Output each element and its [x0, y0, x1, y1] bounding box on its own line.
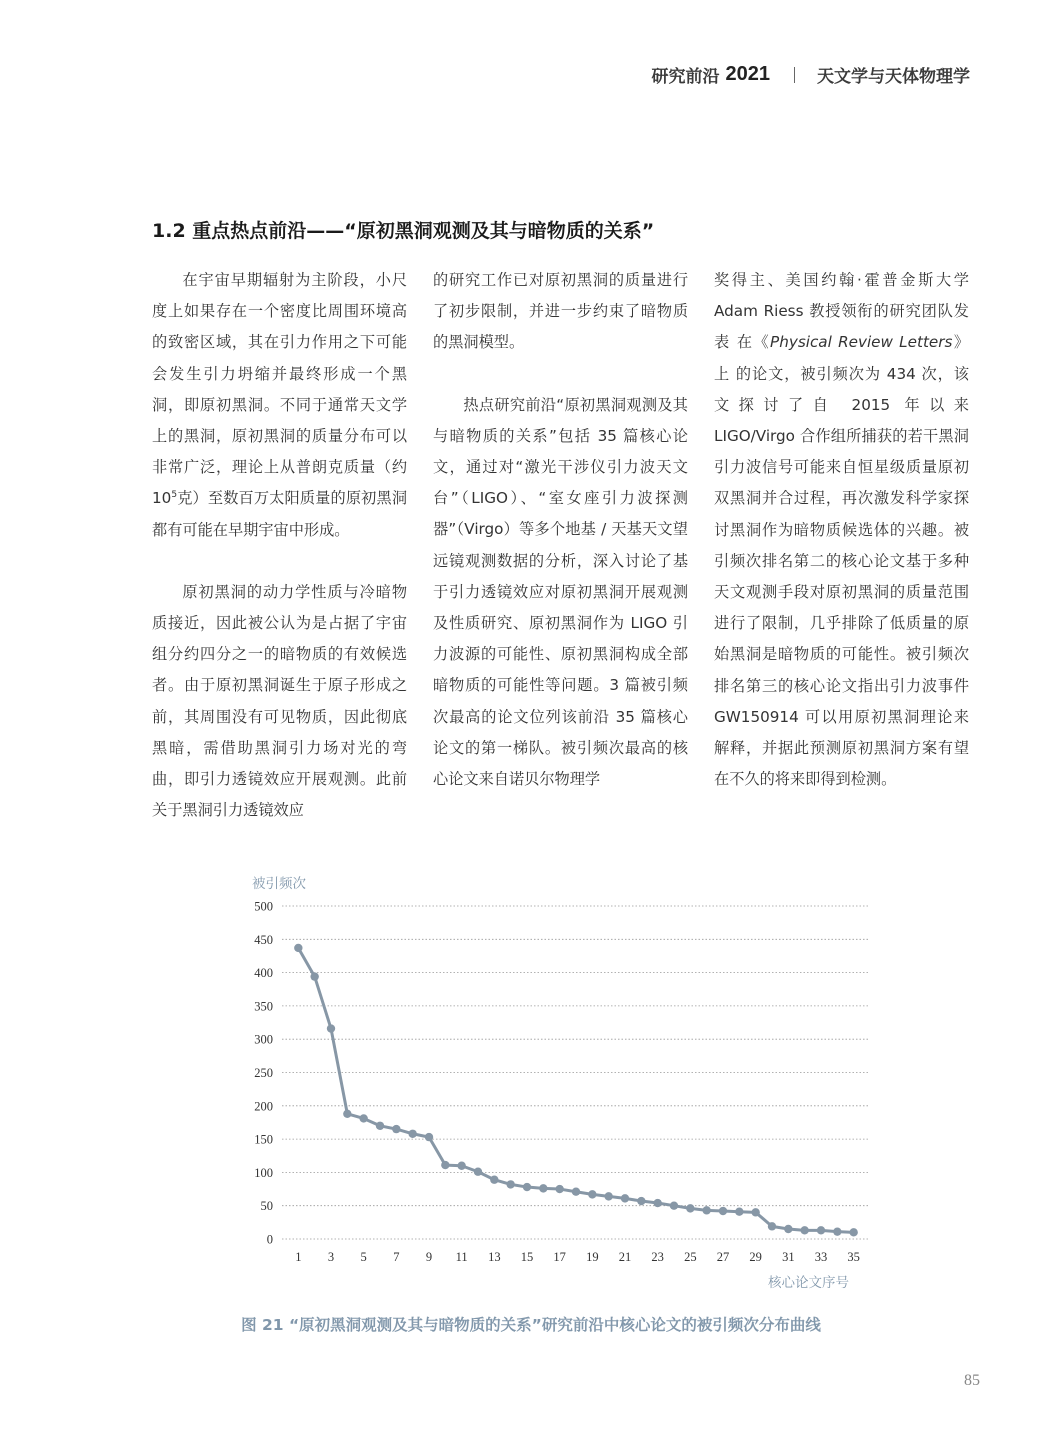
- paragraph: 奖得主、美国约翰·霍普金斯大学 Adam Riess 教授领衔的研究团队发表 在《Physical Review Letters》 上 的论文，被引频次为 434 次，该文探讨了自 2015 年以来 LIGO/Virgo 合作组所捕获的若干黑洞引力波信号可能来自恒星级质量原初双黑洞并合过程，再次激发科学家探讨黑洞作为暗物质候选体的兴趣。被引频次排名第二的核心论文基于多种天文观测手段对原初黑洞的质量范围进行了限制，几乎排除了低质量的原始黑洞是暗物质的可能性。被引频次排名第三的核心论文指出引力波事件 GW150914 可以用原初黑洞理论来解释，并据此预测原初黑洞方案有望在不久的将来即得到检测。: [714, 271, 970, 789]
- field-title: 天文学与天体物理学: [817, 67, 970, 87]
- x-tick-label: 25: [684, 1250, 697, 1264]
- data-point: [817, 1226, 825, 1234]
- x-tick-label: 31: [782, 1250, 795, 1264]
- x-tick-label: 23: [651, 1250, 664, 1264]
- x-tick-label: 5: [360, 1250, 367, 1264]
- data-point: [457, 1162, 465, 1170]
- x-tick-label: 1: [295, 1250, 302, 1264]
- data-point: [653, 1199, 661, 1207]
- page-number: 85: [964, 1372, 980, 1389]
- y-axis-label: 被引频次: [252, 876, 306, 892]
- data-point: [359, 1114, 367, 1122]
- data-point: [327, 1024, 335, 1032]
- x-tick-label: 13: [488, 1250, 501, 1264]
- publication-year: 2021: [725, 63, 770, 85]
- data-point: [735, 1207, 743, 1215]
- data-point: [343, 1110, 351, 1118]
- paragraph: 在宇宙早期辐射为主阶段，小尺度上如果存在一个密度比周围环境高的致密区域，其在引力作用之下可能会发生引力坍缩并最终形成一个黑洞，即原初黑洞。不同于通常天文学上的黑洞，原初黑洞的质量分布可以非常广泛，理论上从普朗克质量（约$10^5$克）至数百万太阳质量的原初黑洞都有可能在早期宇宙中形成。: [152, 271, 407, 539]
- data-point: [506, 1180, 514, 1188]
- figure-caption: 图 21 “原初黑洞观测及其与暗物质的关系”研究前沿中核心论文的被引频次分布曲线: [241, 1316, 821, 1334]
- x-tick-label: 21: [618, 1250, 632, 1264]
- journal-name: Physical Review Letters: [770, 333, 953, 352]
- text-column-2: [433, 265, 688, 795]
- data-point: [686, 1204, 694, 1212]
- y-tick-label: 200: [254, 1099, 273, 1114]
- data-point: [408, 1130, 416, 1138]
- y-tick-label: 100: [254, 1165, 273, 1180]
- section-title: 1.2 重点热点前沿——“原初黑洞观测及其与暗物质的关系”: [152, 220, 655, 242]
- data-point: [784, 1225, 792, 1233]
- x-tick-label: 17: [553, 1250, 566, 1264]
- data-point: [523, 1183, 531, 1191]
- data-point: [392, 1125, 400, 1133]
- y-tick-label: 50: [260, 1199, 273, 1214]
- data-point: [849, 1228, 857, 1236]
- x-tick-label: 29: [749, 1250, 762, 1264]
- data-point: [719, 1207, 727, 1215]
- x-tick-label: 27: [716, 1250, 730, 1264]
- x-tick-label: 19: [586, 1250, 599, 1264]
- x-tick-label: 11: [455, 1250, 468, 1264]
- data-point: [702, 1206, 710, 1214]
- data-point: [539, 1184, 547, 1192]
- x-tick-label: 33: [814, 1250, 828, 1264]
- data-point: [555, 1185, 563, 1193]
- running-header: [652, 62, 971, 87]
- data-point: [474, 1168, 482, 1176]
- y-tick-label: 350: [254, 999, 273, 1014]
- x-axis-label: 核心论文序号: [768, 1275, 849, 1291]
- paragraph: 热点研究前沿“原初黑洞观测及其与暗物质的关系”包括 35 篇核心论文，通过对“激光干涉仪引力波天文台”（LIGO）、“室女座引力波探测器”（Virgo）等多个地基 / 天基天文望远镜观测数据的分析，深入讨论了基于引力透镜效应对原初黑洞开展观测及性质研究、原初黑洞作为 LIGO 引力波源的可能性、原初黑洞构成全部暗物质的可能性等问题。3 篇被引频次最高的论文位列该前沿 35 篇核心论文的第一梯队。被引频次最高的核心论文来自诺贝尔物理学: [433, 395, 688, 789]
- data-point: [425, 1133, 433, 1141]
- citation-chart: [240, 868, 900, 1298]
- x-tick-label: 7: [393, 1250, 400, 1264]
- data-point: [768, 1222, 776, 1230]
- data-point: [670, 1202, 678, 1210]
- text-column-3: [714, 265, 969, 795]
- paragraph: 原初黑洞的动力学性质与冷暗物质接近，因此被公认为是占据了宇宙组分约四分之一的暗物质的有效候选者。由于原初黑洞诞生于原子形成之前，其周围没有可见物质，因此彻底黑暗，需借助黑洞引力场对光的弯曲，即引力透镜效应开展观测。此前关于黑洞引力透镜效应: [152, 582, 407, 820]
- data-point: [751, 1208, 759, 1216]
- data-point: [800, 1226, 808, 1234]
- data-point: [441, 1161, 449, 1169]
- paragraph: 的研究工作已对原初黑洞的质量进行了初步限制，并进一步约束了暗物质的黑洞模型。: [433, 271, 688, 352]
- data-point: [604, 1192, 612, 1200]
- text-column-1: [152, 265, 407, 826]
- y-tick-label: 400: [254, 966, 273, 981]
- data-point: [490, 1176, 498, 1184]
- citation-line-chart: [240, 868, 900, 1298]
- data-point: [833, 1227, 841, 1235]
- data-point: [637, 1197, 645, 1205]
- publication-title: 研究前沿: [651, 67, 720, 87]
- x-tick-label: 9: [425, 1250, 433, 1264]
- x-tick-label: 15: [520, 1250, 534, 1264]
- y-tick-label: 250: [254, 1066, 273, 1080]
- y-tick-label: 450: [254, 932, 273, 947]
- data-point: [376, 1122, 384, 1130]
- y-tick-label: 150: [254, 1132, 273, 1147]
- data-point: [572, 1188, 580, 1196]
- x-tick-label: 35: [847, 1250, 860, 1264]
- data-point: [294, 944, 302, 952]
- header-divider: [794, 67, 795, 83]
- y-tick-label: 500: [254, 899, 273, 914]
- data-point: [310, 972, 318, 980]
- y-tick-label: 300: [254, 1032, 273, 1047]
- data-point: [588, 1190, 596, 1198]
- x-tick-label: 3: [327, 1250, 335, 1264]
- y-tick-label: 0: [266, 1232, 273, 1247]
- data-point: [621, 1194, 629, 1202]
